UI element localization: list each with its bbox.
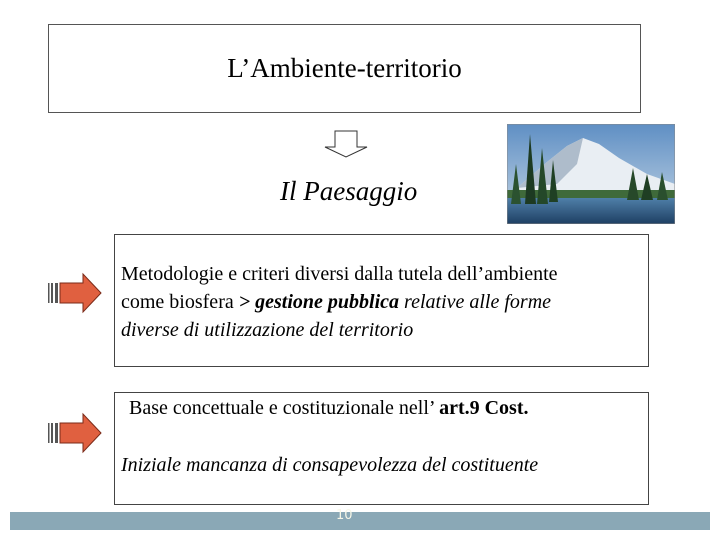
right-arrow-icon bbox=[47, 412, 103, 456]
page-number: 10 bbox=[336, 508, 353, 523]
box1-line3: diverse di utilizzazione del territorio bbox=[121, 319, 414, 341]
box2-line1-bold: art.9 Cost. bbox=[439, 397, 529, 419]
slide-title: L’Ambiente-territorio bbox=[227, 53, 462, 83]
title-box bbox=[48, 24, 641, 113]
content-box-2 bbox=[114, 392, 649, 505]
box1-line2-italic: relative alle forme bbox=[399, 291, 552, 313]
box1-line2-bold: > gestione pubblica bbox=[238, 291, 400, 313]
box2-line1 bbox=[129, 397, 529, 420]
box2-line2: Iniziale mancanza di consapevolezza del costituente bbox=[121, 454, 539, 476]
right-arrow-icon bbox=[47, 272, 103, 316]
slide-subtitle: Il Paesaggio bbox=[280, 176, 418, 206]
box1-line2 bbox=[121, 288, 648, 316]
down-arrow-icon bbox=[323, 130, 369, 158]
box2-line1-plain: Base concettuale e costituzionale nell’ bbox=[129, 397, 440, 419]
box1-line1: Metodologie e criteri diversi dalla tutela dell’ambiente bbox=[121, 263, 558, 285]
footer-bar bbox=[10, 512, 710, 530]
content-box-1 bbox=[114, 234, 649, 367]
landscape-photo bbox=[507, 124, 675, 224]
box1-line2-plain: come biosfera bbox=[121, 291, 239, 313]
